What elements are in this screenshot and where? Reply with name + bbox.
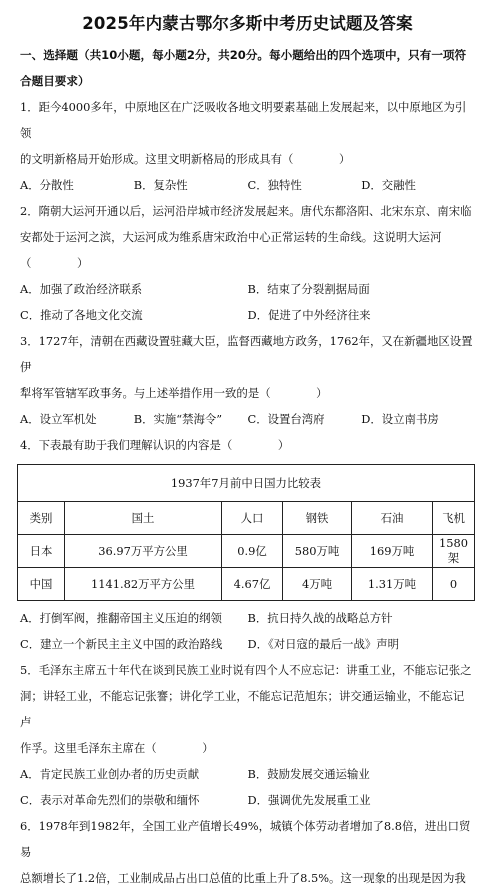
table-cell: 1.31万吨 bbox=[352, 568, 433, 601]
table-cell: 0 bbox=[433, 568, 475, 601]
table-cell: 1141.82万平方公里 bbox=[65, 568, 222, 601]
question-options bbox=[20, 406, 475, 432]
table-cell: 4万吨 bbox=[283, 568, 352, 601]
question-text-line: 2．隋朝大运河开通以后，运河沿岸城市经济发展起来。唐代东都洛阳、北宋东京、南宋临 bbox=[20, 204, 472, 218]
question-options bbox=[20, 761, 475, 813]
table-cell: 1580架 bbox=[433, 535, 475, 568]
question-text-line: 3．1727年，清朝在西藏设置驻藏大臣，监督西藏地方政务，1762年，又在新疆地区设置伊 bbox=[20, 334, 473, 374]
question-text-line: （ ） bbox=[20, 256, 89, 270]
table-header-cell: 飞机 bbox=[433, 502, 475, 535]
option-c: C．建立一个新民主主义中国的政治路线 bbox=[20, 637, 223, 651]
question-options bbox=[20, 605, 475, 657]
option-c: C．表示对革命先烈们的崇敬和缅怀 bbox=[20, 793, 200, 807]
option-d: D．强调优先发展重工业 bbox=[247, 793, 371, 807]
question-2 bbox=[20, 198, 475, 328]
question-text-line: 作孚。这里毛泽东主席在（ ） bbox=[20, 741, 214, 755]
option-a: A．加强了政治经济联系 bbox=[20, 282, 143, 296]
question-text-line: 总额增长了1.2倍，工业制成品占出口总值的比重上升了8.5%。这一现象的出现是因为我 bbox=[20, 871, 466, 885]
option-b: B．抗日持久战的战略总方针 bbox=[247, 611, 393, 625]
section-heading-line: 一、选择题（共10小题，每小题2分，共20分。每小题给出的四个选项中，只有一项符 bbox=[20, 48, 467, 62]
document-title: 2025年内蒙古鄂尔多斯中考历史试题及答案 bbox=[82, 14, 413, 33]
table-cell: 0.9亿 bbox=[222, 535, 283, 568]
table-cell: 4.67亿 bbox=[222, 568, 283, 601]
question-3 bbox=[20, 328, 475, 432]
table-header-cell: 类别 bbox=[18, 502, 65, 535]
question-options bbox=[20, 276, 475, 328]
question-text-line: 犁将军管辖军政事务。与上述举措作用一致的是（ ） bbox=[20, 386, 328, 400]
question-5 bbox=[20, 657, 475, 813]
question-text-line: 1．距今4000多年，中原地区在广泛吸收各地文明要素基础上发展起来，以中原地区为引领 bbox=[20, 100, 467, 140]
table-cell: 日本 bbox=[18, 535, 65, 568]
option-c: C．独特性 bbox=[247, 178, 302, 192]
option-d: D．交融性 bbox=[361, 178, 416, 192]
question-4 bbox=[20, 432, 475, 657]
question-text-line: 6．1978年到1982年，全国工业产值增长49%，城镇个体劳动者增加了8.8倍，进出口贸易 bbox=[20, 819, 471, 859]
table-row bbox=[18, 568, 475, 601]
table-row bbox=[18, 535, 475, 568]
question-6 bbox=[20, 813, 475, 891]
option-d: D．促进了中外经济往来 bbox=[247, 308, 371, 322]
option-d: D．设立南书房 bbox=[361, 412, 439, 426]
option-c: C．推动了各地文化交流 bbox=[20, 308, 143, 322]
table-header-cell: 国土 bbox=[65, 502, 222, 535]
table-cell: 580万吨 bbox=[283, 535, 352, 568]
question-text-line: 4．下表最有助于我们理解认识的内容是（ ） bbox=[20, 438, 290, 452]
option-a: A．打倒军阀，推翻帝国主义压迫的纲领 bbox=[20, 611, 222, 625]
question-text-line: 洞；讲轻工业，不能忘记张謇；讲化学工业，不能忘记范旭东；讲交通运输业，不能忘记卢 bbox=[20, 689, 465, 729]
table-cell: 中国 bbox=[18, 568, 65, 601]
section-heading-line: 合题目要求） bbox=[20, 74, 90, 88]
option-b: B．实施“禁海令” bbox=[133, 412, 223, 426]
question-text-line: 安都处于运河之滨，大运河成为维系唐宋政治中心正常运转的生命线。这说明大运河 bbox=[20, 230, 442, 244]
option-d: D．《对日寇的最后一战》声明 bbox=[247, 637, 400, 651]
table-header-row bbox=[18, 502, 475, 535]
option-b: B．鼓励发展交通运输业 bbox=[247, 767, 370, 781]
question-text-line: 的文明新格局开始形成。这里文明新格局的形成具有（ ） bbox=[20, 152, 351, 166]
question-options bbox=[20, 172, 475, 198]
table-header-cell: 石油 bbox=[352, 502, 433, 535]
table-cell: 169万吨 bbox=[352, 535, 433, 568]
table-caption: 1937年7月前中日国力比较表 bbox=[18, 465, 475, 502]
option-a: A．肯定民族工业创办者的历史贡献 bbox=[20, 767, 200, 781]
question-text-line: 5．毛泽东主席五十年代在谈到民族工业时说有四个人不应忘记：讲重工业，不能忘记张之 bbox=[20, 663, 472, 677]
table-cell: 36.97万平方公里 bbox=[65, 535, 222, 568]
section-heading bbox=[20, 42, 475, 94]
option-b: B．结束了分裂割据局面 bbox=[247, 282, 370, 296]
option-c: C．设置台湾府 bbox=[247, 412, 325, 426]
table-header-cell: 钢铁 bbox=[283, 502, 352, 535]
option-a: A．分散性 bbox=[20, 178, 74, 192]
option-b: B．复杂性 bbox=[133, 178, 188, 192]
option-a: A．设立军机处 bbox=[20, 412, 97, 426]
question-1 bbox=[20, 94, 475, 198]
table-header-cell: 人口 bbox=[222, 502, 283, 535]
comparison-table bbox=[17, 464, 475, 601]
